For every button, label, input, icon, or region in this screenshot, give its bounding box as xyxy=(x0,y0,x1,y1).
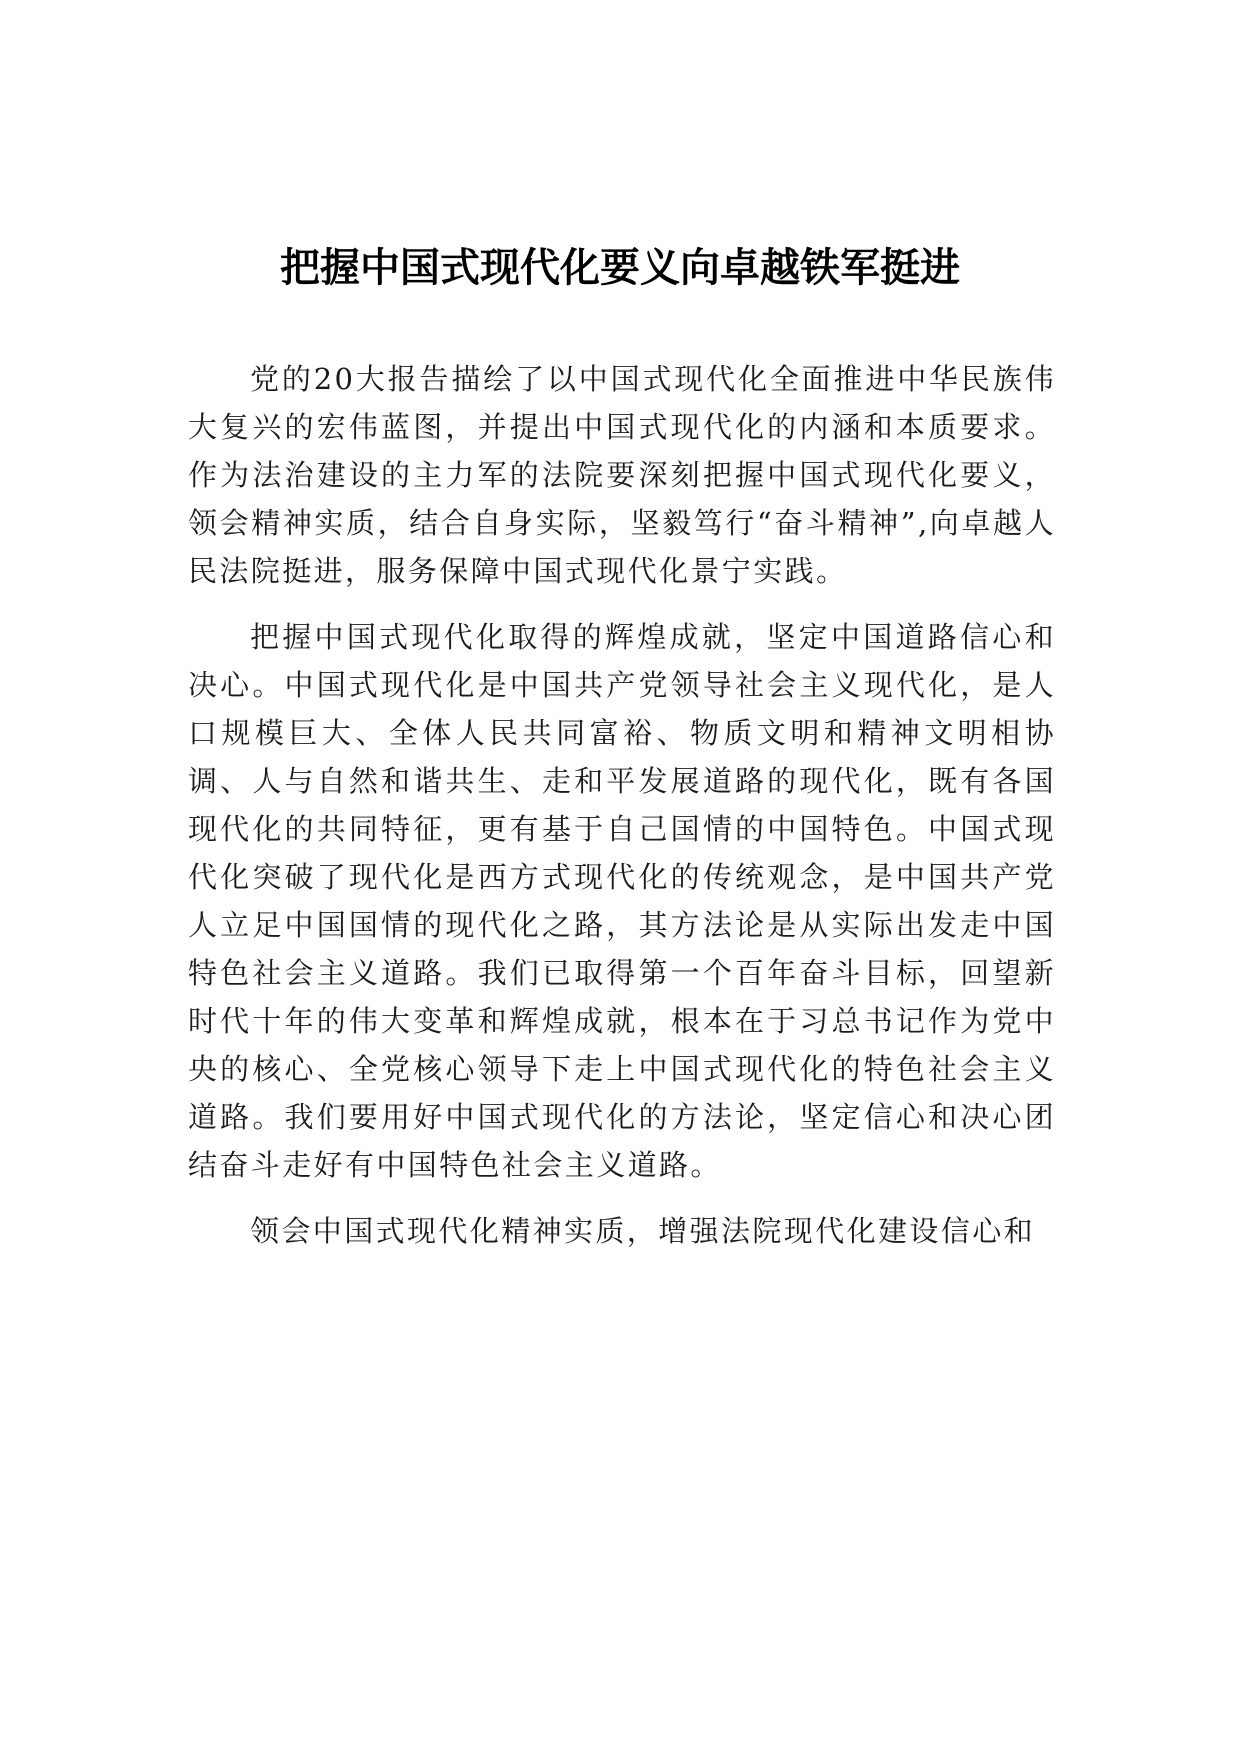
paragraph-1: 党的20大报告描绘了以中国式现代化全面推进中华民族伟大复兴的宏伟蓝图，并提出中国式现代化的内涵和本质要求。作为法治建设的主力军的法院要深刻把握中国式现代化要义，领会精神实质，结合自身实际，坚毅笃行“奋斗精神”,向卓越人民法院挺进，服务保障中国式现代化景宁实践。 xyxy=(188,362,1056,588)
paragraph-2: 把握中国式现代化取得的辉煌成就，坚定中国道路信心和决心。中国式现代化是中国共产党领导社会主义现代化，是人口规模巨大、全体人民共同富裕、物质文明和精神文明相协调、人与自然和谐共生、走和平发展道路的现代化，既有各国现代化的共同特征，更有基于自己国情的中国特色。中国式现代化突破了现代化是西方式现代化的传统观念，是中国共产党人立足中国国情的现代化之路，其方法论是从实际出发走中国特色社会主义道路。我们已取得第一个百年奋斗目标，回望新时代十年的伟大变革和辉煌成就，根本在于习总书记作为党中央的核心、全党核心领导下走上中国式现代化的特色社会主义道路。我们要用好中国式现代化的方法论，坚定信心和决心团结奋斗走好有中国特色社会主义道路。 xyxy=(188,620,1056,1182)
paragraph-3: 领会中国式现代化精神实质，增强法院现代化建设信心和 xyxy=(250,1214,1036,1248)
document-title: 把握中国式现代化要义向卓越铁军挺进 xyxy=(280,245,960,291)
document-body xyxy=(188,355,1056,1273)
